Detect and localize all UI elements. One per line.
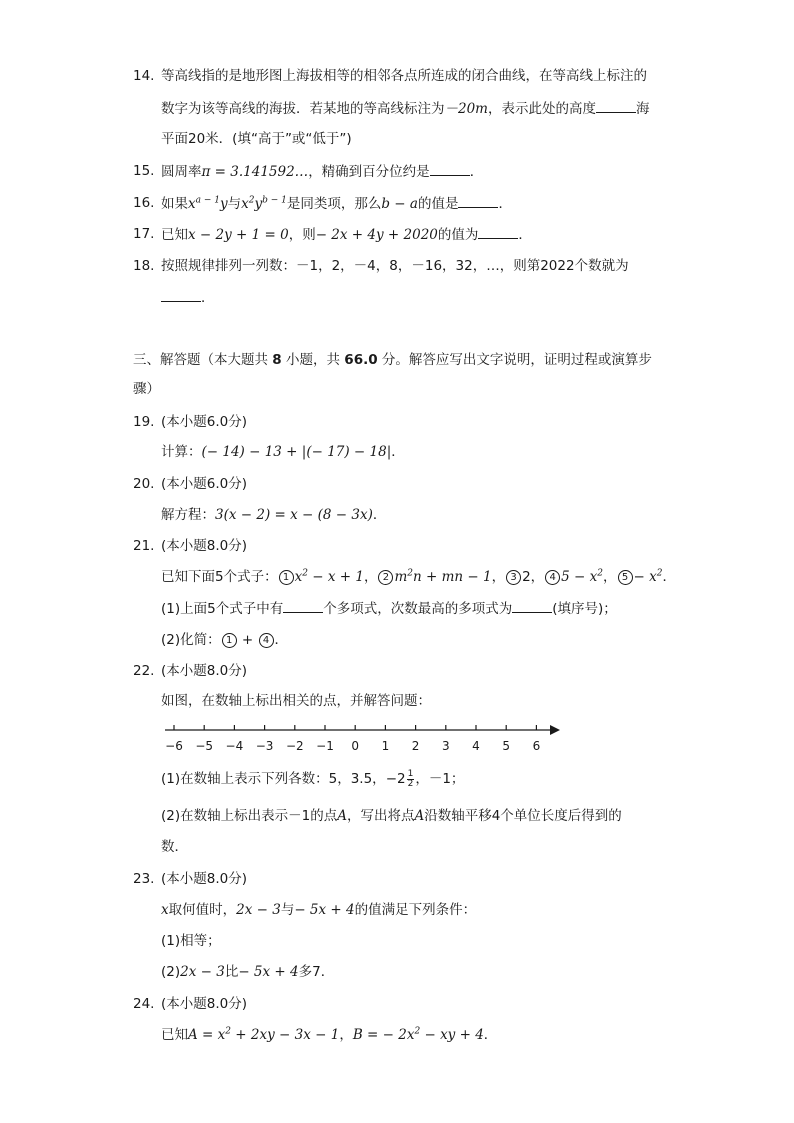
q21-sub-1 — [161, 598, 617, 619]
number-line-label: −2 — [285, 739, 304, 753]
q23-math: 2x − 3 — [236, 902, 281, 918]
answer-blank — [512, 598, 552, 613]
q23-text: 的值满足下列条件： — [354, 902, 477, 918]
circled-number: 4 — [545, 570, 560, 585]
q15-line — [161, 161, 483, 182]
q21-text: (2)化简： — [161, 632, 221, 648]
section-text: 分。解答应写出文字说明，证明过程或演算步 — [377, 352, 652, 368]
q14-text: 数字为该等高线的海拔．若某地的等高线标注为 — [161, 101, 445, 117]
q21-expr-5: − $x^2$ — [633, 568, 663, 585]
q17-line — [161, 224, 532, 245]
q21-text: (填序号)； — [552, 601, 617, 617]
q14-text: 海 — [635, 101, 650, 117]
q22-sub-2 — [161, 806, 622, 826]
number-line — [160, 718, 570, 758]
q23-math: − 5x + 4 — [294, 902, 355, 918]
number-line-label: −3 — [255, 739, 274, 753]
q23-text: 多7． — [298, 964, 335, 980]
q23-variable: x — [161, 902, 169, 918]
q14-line-3: 平面20米．(填“高于”或“低于”) — [161, 131, 352, 147]
number-line-label: −1 — [316, 739, 334, 753]
q21-expr-3: 2 — [522, 569, 531, 585]
number-line-label: 3 — [441, 739, 450, 753]
q24-expr-b: B = − $2x^2$ − xy + 4 — [352, 1026, 484, 1043]
q21-line: 已知下面5个式子： 1 $x^2 - x + 1$， 2 $m^2n$ + mn − 1， 3 2， 4 $5 - x^2$， $5 - x^2$． — [161, 568, 676, 585]
q17-text: 的值为 — [437, 227, 479, 243]
q18-line-1: 按照规律排列一列数：－1，2，－4，8，－16，32，…，则第2022个数就为 — [161, 258, 629, 274]
answer-blank — [430, 161, 470, 176]
q22-score: (本小题8.0分) — [161, 663, 248, 679]
q14-text: ，表示此处的高度 — [487, 101, 596, 117]
point-label: A — [337, 808, 347, 824]
q17-math: x − 2y + 1 = 0 — [188, 227, 289, 243]
q19-score: (本小题6.0分) — [161, 414, 248, 430]
section-text: 小题，共 — [281, 352, 345, 368]
circled-number: 5 — [618, 570, 633, 585]
q24-line — [161, 1025, 497, 1045]
q18-number: 18. — [133, 258, 155, 274]
number-line-label: 4 — [472, 739, 480, 753]
q23-math: − 5x + 4 — [238, 964, 299, 980]
number-line-label: 1 — [381, 739, 390, 753]
answer-blank — [478, 224, 518, 239]
q22-text: ，－1； — [415, 771, 465, 787]
q16-expr-2: $x^2y^{b - 1}$ — [241, 195, 287, 212]
q15-number: 15. — [133, 163, 155, 179]
number-line-label: 6 — [532, 739, 541, 753]
circled-number: 4 — [259, 633, 274, 648]
q20-text: 解方程： — [161, 507, 215, 523]
number-line-label: 5 — [502, 739, 511, 753]
q23-text: 与 — [280, 902, 295, 918]
answer-blank — [596, 98, 636, 113]
q20-math: 3(x − 2) = x − (8 − 3x) — [215, 507, 373, 523]
q22-text: 沿数轴平移4个单位长度后得到的 — [424, 808, 622, 824]
answer-blank — [458, 193, 498, 208]
q21-sub-2: (2)化简： 1 + 4 ． — [161, 632, 289, 648]
q22-sub-2-cont: 数． — [161, 839, 188, 855]
number-line-label: −6 — [165, 739, 183, 753]
number-line-label: 2 — [411, 739, 420, 753]
q19-text: ． — [391, 444, 405, 460]
q21-expr-4: $5 - x^2$ — [561, 568, 604, 585]
q15-math: π = 3.141592… — [201, 164, 309, 180]
q23-text: (2) — [161, 964, 181, 980]
q23-score: (本小题8.0分) — [161, 871, 248, 887]
q23-text: 取何值时， — [168, 902, 237, 918]
q16-text: 的值是 — [417, 196, 459, 212]
q22-sub-1 — [161, 769, 464, 789]
q16-text: 如果 — [161, 196, 188, 212]
q21-expr-2: $m^2n$ + mn − 1 — [394, 568, 492, 585]
circled-number: 3 — [506, 570, 521, 585]
number-line-label: −4 — [225, 739, 244, 753]
q21-expr-1: $x^2 - x + 1$ — [294, 568, 364, 585]
q23-sub-2 — [161, 962, 334, 982]
point-label: A — [414, 808, 425, 824]
q16-number: 16. — [133, 195, 155, 211]
q22-text: ，写出将点 — [346, 808, 415, 824]
circled-number: 2 — [378, 570, 393, 585]
q19-math: (− 14) − 13 + |(− 17) − 18| — [201, 444, 392, 460]
q17-text: ． — [518, 227, 532, 243]
q24-text: ， — [339, 1027, 353, 1043]
q23-number: 23. — [133, 871, 155, 887]
section-count: 8 — [272, 352, 282, 368]
q24-number: 24. — [133, 996, 155, 1012]
q15-text: ． — [469, 164, 484, 180]
q24-score: (本小题8.0分) — [161, 996, 248, 1012]
q19-line — [161, 442, 405, 462]
q22-text: (1)在数轴上表示下列各数：5，3.5， — [161, 771, 386, 787]
section-heading — [133, 350, 652, 370]
q14-number: 14. — [133, 68, 155, 84]
q20-number: 20. — [133, 476, 155, 492]
q16-text: 是同类项，那么 — [286, 196, 382, 212]
q16-expr-3: b − a — [381, 196, 418, 212]
answer-blank — [161, 287, 201, 302]
q18-text: ． — [201, 290, 215, 306]
q14-line-1: 等高线指的是地形图上海拔相等的相邻各点所连成的闭合曲线，在等高线上标注的 — [161, 68, 647, 84]
q19-text: 计算： — [161, 444, 202, 460]
q23-text: 比 — [224, 964, 239, 980]
q22-number: 22. — [133, 663, 155, 679]
q14-math: －20m — [444, 101, 488, 117]
q24-expr-a: $A = x^2 + 2xy - 3x - 1$ — [188, 1026, 340, 1043]
q24-text: ． — [483, 1027, 498, 1043]
q20-text: ． — [372, 507, 387, 523]
section-heading-line-2: 骤） — [133, 381, 160, 397]
q20-score: (本小题6.0分) — [161, 476, 248, 492]
q19-number: 19. — [133, 414, 155, 430]
fraction-denominator: 2 — [407, 778, 414, 789]
section-points: 66.0 — [344, 352, 378, 368]
q17-text: 已知 — [161, 227, 188, 243]
q15-text: 圆周率 — [161, 164, 202, 180]
q15-text: ，精确到百分位约是 — [308, 164, 430, 180]
number-line-label: −5 — [195, 739, 214, 753]
q23-math: 2x − 3 — [180, 964, 225, 980]
q16-text: 与 — [227, 196, 242, 212]
q24-text: 已知 — [161, 1027, 188, 1043]
number-line-ticks — [165, 725, 540, 753]
q21-text: 个多项式，次数最高的多项式为 — [323, 601, 513, 617]
q18-line-2 — [161, 287, 215, 308]
fraction-numerator: 1 — [407, 768, 414, 779]
q21-text: 已知下面5个式子： — [161, 569, 278, 585]
q16-expr-1: $x^{a - 1}y$ — [188, 195, 228, 212]
q21-number: 21. — [133, 538, 155, 554]
q23-line — [161, 900, 476, 920]
section-text: 三、解答题（本大题共 — [133, 352, 273, 368]
number-line-label: 0 — [351, 739, 360, 753]
number-line-arrow — [550, 725, 560, 735]
q17-math: − 2x + 4y + 2020 — [315, 227, 438, 243]
q14-line-2 — [161, 98, 649, 119]
answer-blank — [283, 598, 323, 613]
q17-number: 17. — [133, 226, 155, 242]
circled-number: 1 — [279, 570, 294, 585]
q22-mixed-whole: −2 — [385, 771, 406, 787]
q16-line — [161, 193, 512, 214]
q20-line — [161, 505, 386, 525]
q16-text: ． — [498, 196, 512, 212]
q21-text: (1)上面5个式子中有 — [161, 601, 284, 617]
q23-sub-1: (1)相等； — [161, 933, 221, 949]
circled-number: 1 — [222, 633, 237, 648]
q21-score: (本小题8.0分) — [161, 538, 248, 554]
q17-text: ，则 — [288, 227, 316, 243]
q22-text: (2)在数轴上标出表示－1的点 — [161, 808, 338, 824]
q22-intro: 如图，在数轴上标出相关的点，并解答问题： — [161, 693, 431, 709]
q22-fraction — [407, 770, 415, 789]
